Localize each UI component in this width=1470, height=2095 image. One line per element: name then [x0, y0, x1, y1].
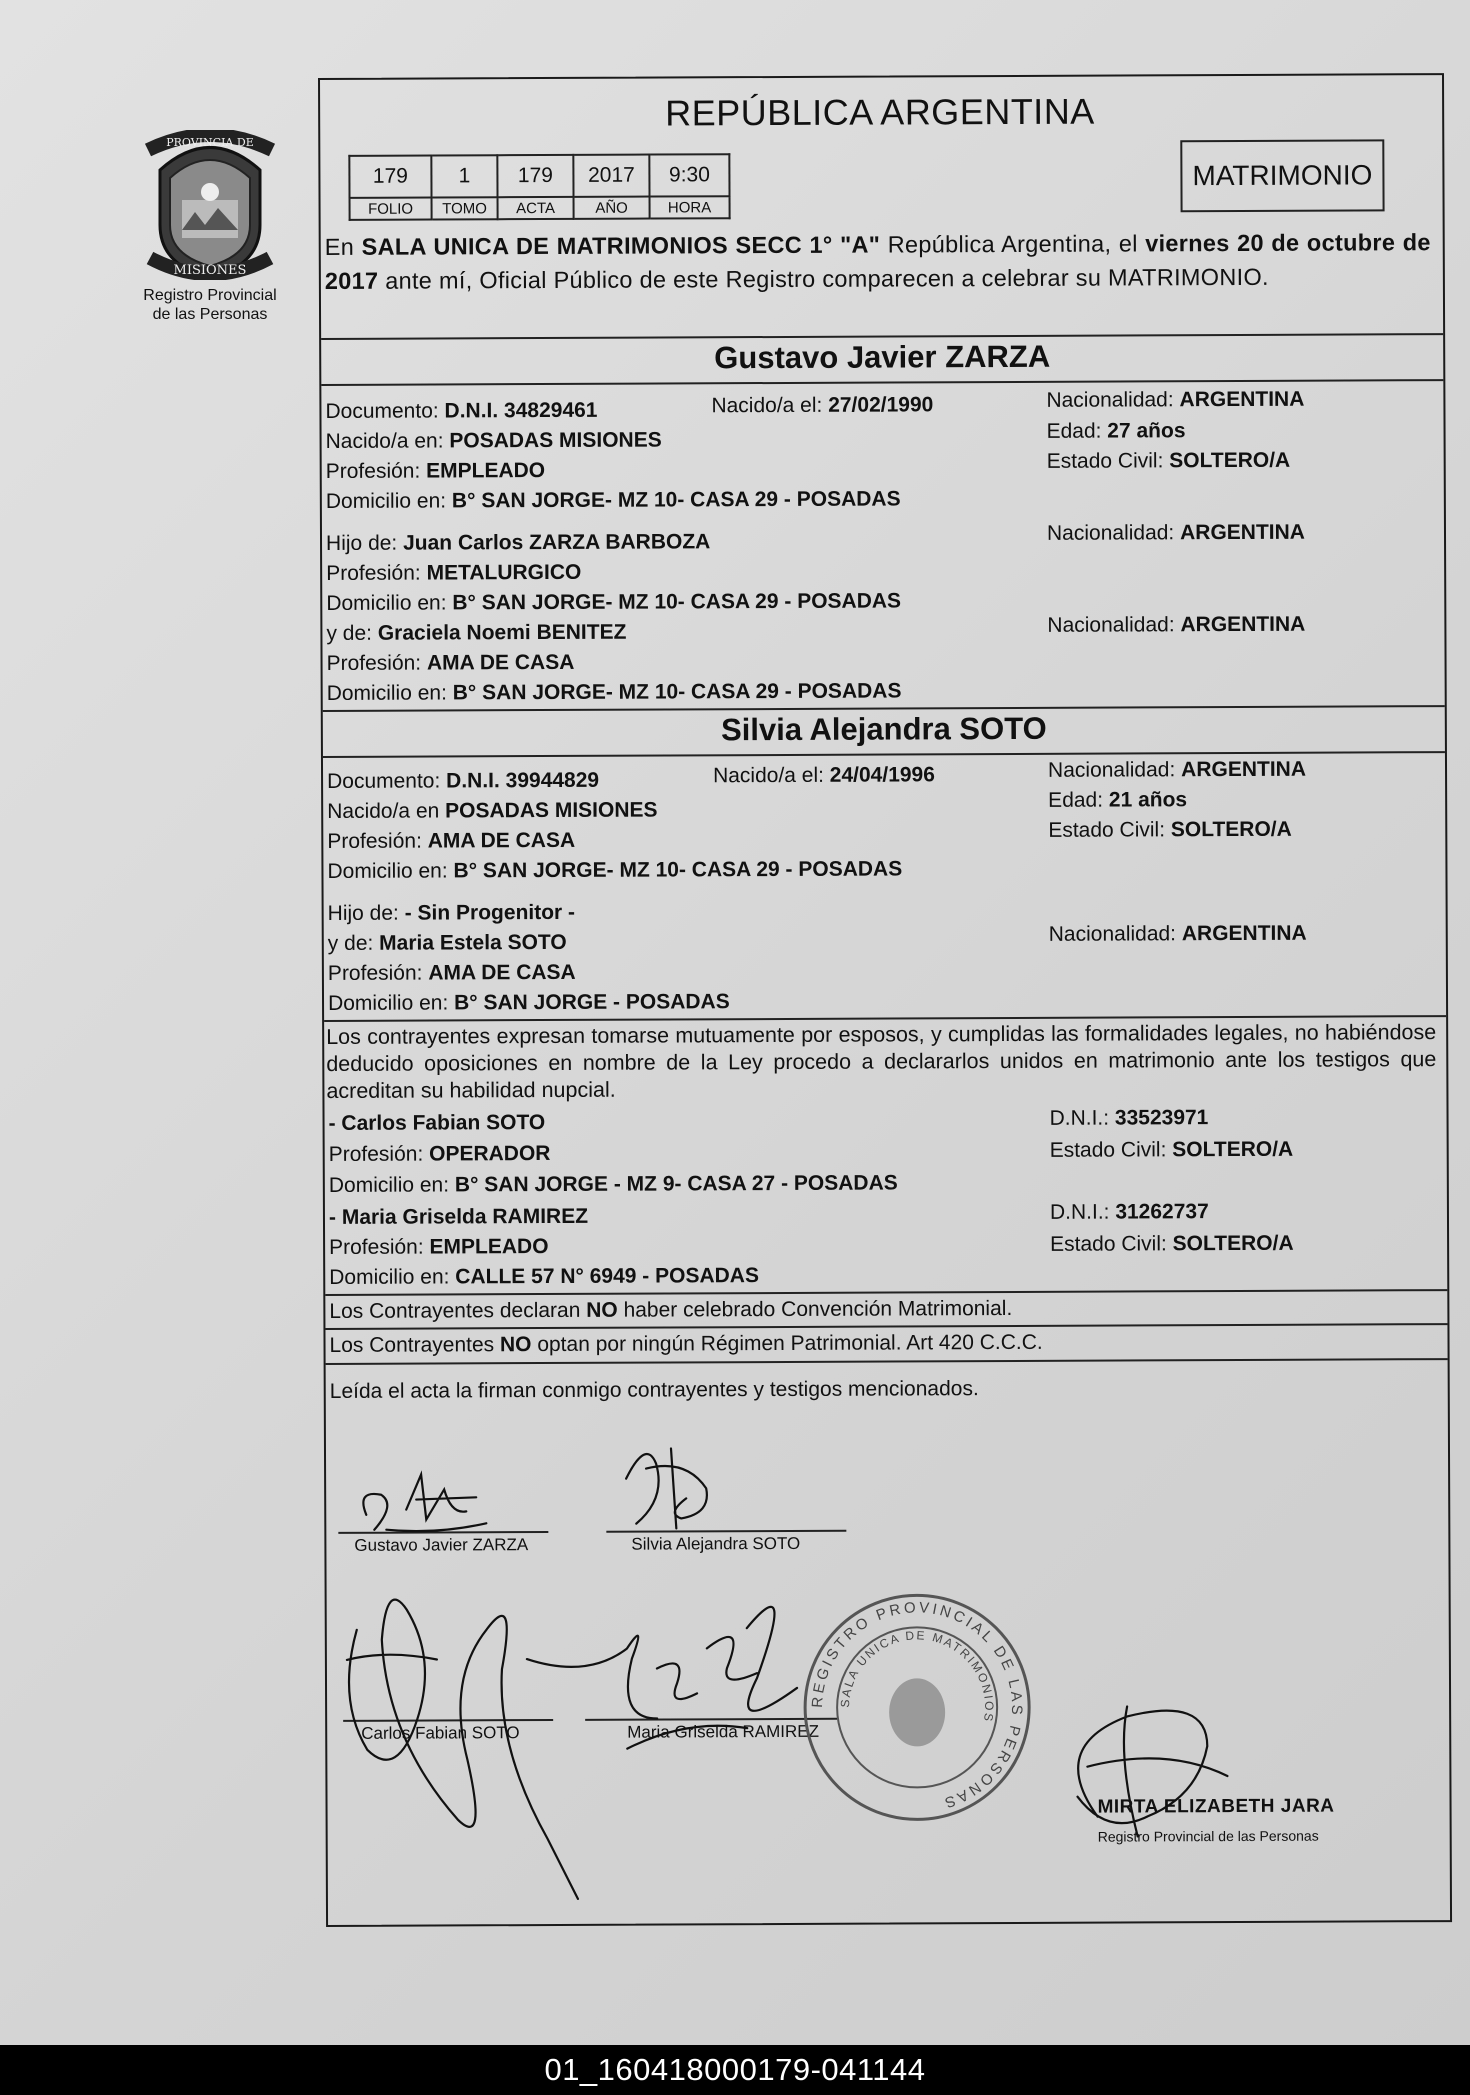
testigo-1-dni: D.N.I.: 33523971	[1049, 1106, 1209, 1130]
c1-nacido-el: Nacido/a el: 27/02/1990	[711, 393, 934, 418]
c2-madre-profesion: Profesión: AMA DE CASA	[327, 960, 576, 985]
oficial-cargo: Registro Provincial de las Personas	[1097, 1827, 1319, 1845]
c1-padre-nacionalidad: Nacionalidad: ARGENTINA	[1046, 520, 1305, 545]
c2-madre-nacionalidad: Nacionalidad: ARGENTINA	[1048, 921, 1307, 946]
tomo-label: TOMO	[432, 197, 498, 219]
misiones-seal-icon	[140, 130, 280, 280]
c2-padre: Hijo de: - Sin Progenitor -	[327, 900, 576, 925]
c2-documento: Documento: D.N.I. 39944829	[327, 768, 600, 793]
intro-paragraph: En SALA UNICA DE MATRIMONIOS SECC 1° "A" República Argentina, el viernes 20 de octubre de 2017 ante mí, Oficial Público de este Registro comparecen a celebrar su MATRIMONIO.	[324, 229, 1431, 294]
c1-madre-nacionalidad: Nacionalidad: ARGENTINA	[1047, 612, 1306, 637]
c1-padre-profesion: Profesión: METALURGICO	[326, 560, 582, 585]
hora-value: 9:30	[649, 154, 729, 196]
folio-value: 179	[349, 156, 431, 198]
acta-frame	[318, 73, 1452, 1927]
convencion-line: Los Contrayentes declaran NO haber celebrado Convención Matrimonial.	[329, 1296, 1013, 1323]
c1-nacionalidad: Nacionalidad: ARGENTINA	[1046, 387, 1305, 412]
c2-madre-domicilio: Domicilio en: B° SAN JORGE - POSADAS	[327, 990, 730, 1015]
testigo-1-profesion: Profesión: OPERADOR	[328, 1141, 551, 1166]
divider	[325, 1323, 1447, 1330]
divider	[321, 379, 1443, 386]
c1-domicilio: Domicilio en: B° SAN JORGE- MZ 10- CASA 29 - POSADAS	[325, 487, 901, 513]
svg-text:SALA UNICA DE MATRIMONIOS: SALA UNICA DE MATRIMONIOS	[837, 1628, 997, 1724]
provincial-logo	[120, 130, 300, 324]
c2-nacido-en: Nacido/a en POSADAS MISIONES	[327, 798, 658, 823]
lectura-line: Leída el acta la firman conmigo contrayentes y testigos mencionados.	[329, 1377, 979, 1403]
svg-text:MISIONES: MISIONES	[173, 263, 247, 278]
firma-testigo-1: Carlos Fabian SOTO	[361, 1723, 520, 1743]
c1-padre-domicilio: Domicilio en: B° SAN JORGE- MZ 10- CASA 29 - POSADAS	[326, 589, 902, 615]
regimen-line: Los Contrayentes NO optan por ningún Régimen Patrimonial. Art 420 C.C.C.	[329, 1330, 1043, 1357]
testigo-2-nombre: - Maria Griselda RAMIREZ	[328, 1204, 589, 1229]
c1-madre-profesion: Profesión: AMA DE CASA	[326, 650, 575, 675]
c1-edad: Edad: 27 años	[1046, 419, 1186, 443]
acta-type-box: MATRIMONIO	[1180, 139, 1384, 212]
c1-profesion: Profesión: EMPLEADO	[325, 459, 546, 483]
testigo-2-dni: D.N.I.: 31262737	[1049, 1200, 1209, 1224]
c2-estado-civil: Estado Civil: SOLTERO/A	[1048, 817, 1292, 842]
c2-edad: Edad: 21 años	[1048, 788, 1188, 812]
c2-profesion: Profesión: AMA DE CASA	[327, 828, 576, 853]
svg-text:REGISTRO PROVINCIAL DE LAS PER: REGISTRO PROVINCIAL DE LAS PERSONAS	[808, 1599, 1026, 1812]
contrayente-1-name: Gustavo Javier ZARZA	[714, 338, 1051, 376]
contrayente-2-name: Silvia Alejandra SOTO	[720, 710, 1047, 748]
testigo-2-estado-civil: Estado Civil: SOLTERO/A	[1050, 1231, 1294, 1256]
oficial-nombre: MIRTA ELIZABETH JARA	[1097, 1795, 1335, 1818]
testigo-1-domicilio: Domicilio en: B° SAN JORGE - MZ 9- CASA 27 - POSADAS	[328, 1171, 898, 1197]
svg-text:PROVINCIA DE: PROVINCIA DE	[166, 136, 254, 149]
firma-contrayente-1: Gustavo Javier ZARZA	[354, 1535, 529, 1555]
firma-testigo-2: Maria Griselda RAMIREZ	[627, 1721, 820, 1742]
folio-table	[348, 153, 730, 221]
c1-madre-domicilio: Domicilio en: B° SAN JORGE- MZ 10- CASA 29 - POSADAS	[326, 679, 902, 705]
c1-madre: y de: Graciela Noemi BENITEZ	[326, 620, 627, 645]
testigo-2-profesion: Profesión: EMPLEADO	[329, 1235, 549, 1259]
c1-nacido-en: Nacido/a en: POSADAS MISIONES	[325, 428, 662, 453]
document-title: REPÚBLICA ARGENTINA	[665, 90, 1095, 134]
footer-code: 01_160418000179-041144	[0, 2045, 1470, 2095]
tomo-value: 1	[431, 155, 497, 197]
anio-value: 2017	[573, 155, 649, 197]
c2-nacionalidad: Nacionalidad: ARGENTINA	[1047, 757, 1307, 782]
testigo-2-domicilio: Domicilio en: CALLE 57 N° 6949 - POSADAS	[329, 1264, 759, 1289]
firma-contrayente-2: Silvia Alejandra SOTO	[631, 1533, 801, 1554]
folio-label: FOLIO	[350, 198, 432, 220]
c1-estado-civil: Estado Civil: SOLTERO/A	[1046, 448, 1291, 473]
acta-value: 179	[497, 155, 573, 197]
divider	[326, 1358, 1448, 1365]
logo-caption: Registro Provincial de las Personas	[143, 287, 277, 323]
anio-label: AÑO	[574, 197, 650, 219]
acta-label: ACTA	[498, 197, 574, 219]
c2-madre: y de: Maria Estela SOTO	[327, 930, 567, 955]
declaracion-paragraph: Los contrayentes expresan tomarse mutuamente por esposos, y cumplidas las formalidades legales, no habiéndose deducido oposiciones en nombre de la Ley procedo a declararlos unidos en matrimonio ante los testigos que acreditan su habilidad nupcial.	[326, 1020, 1437, 1103]
testigo-1-estado-civil: Estado Civil: SOLTERO/A	[1049, 1137, 1294, 1162]
c1-documento: Documento: D.N.I. 34829461	[325, 398, 598, 423]
testigo-1-nombre: - Carlos Fabian SOTO	[328, 1111, 546, 1135]
c2-domicilio: Domicilio en: B° SAN JORGE- MZ 10- CASA 29 - POSADAS	[327, 857, 903, 883]
registro-stamp-icon	[797, 1587, 1038, 1828]
c2-nacido-el: Nacido/a el: 24/04/1996	[712, 763, 935, 788]
c1-padre: Hijo de: Juan Carlos ZARZA BARBOZA	[325, 530, 711, 555]
hora-label: HORA	[650, 196, 730, 218]
divider	[325, 1289, 1447, 1296]
